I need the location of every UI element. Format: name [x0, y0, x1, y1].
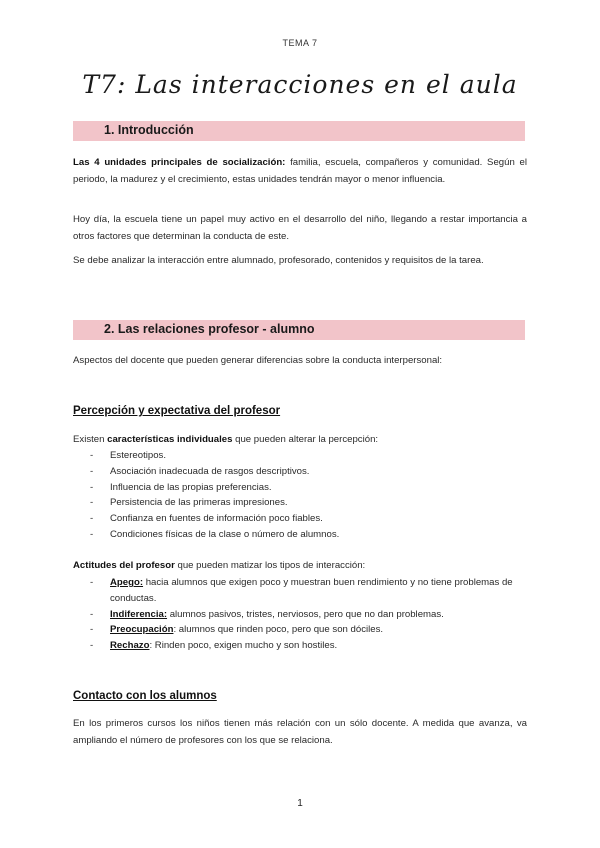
attitude-description: hacia alumnos que exigen poco y muestran buen rendimiento y no tiene problemas de conductas.: [110, 577, 513, 604]
list-item: [73, 575, 527, 607]
intro-paragraph-2: Hoy día, la escuela tiene un papel muy activo en el desarrollo del niño, llegando a restar importancia a otros factores que determinan la conducta de este.: [73, 214, 527, 242]
intro-paragraph-1: [73, 155, 527, 188]
characteristics-pre: Existen: [73, 434, 108, 445]
attitudes-list: [73, 575, 527, 654]
page-number: 1: [297, 798, 303, 809]
list-item: - Persistencia de las primeras impresiones.: [73, 495, 527, 511]
attitudes-rest: que pueden matizar los tipos de interacción:: [174, 560, 366, 571]
list-item: [73, 638, 527, 654]
list-item: [73, 622, 527, 638]
attitude-description: alumnos pasivos, tristes, nerviosos, pero que no dan problemas.: [167, 608, 444, 620]
relations-intro-paragraph: Aspectos del docente que pueden generar diferencias sobre la conducta interpersonal:: [73, 355, 443, 366]
list-item: - Estereotipos.: [73, 448, 527, 464]
subheading-contacto: Contacto con los alumnos: [73, 690, 217, 702]
attitude-term: Apego:: [110, 577, 144, 588]
section-heading-label: 1. Introducción: [104, 123, 194, 137]
characteristics-list: [73, 448, 527, 543]
list-item: [73, 607, 527, 623]
page-header: TEMA 7: [282, 38, 318, 48]
characteristics-intro: [73, 432, 527, 449]
socialization-units-text: familia, escuela, compañeros y comunidad. Según el periodo, la madurez y el crecimiento, estas unidades tendrán mayor o menor influencia.: [73, 157, 527, 185]
characteristics-bold: características individuales: [107, 434, 233, 445]
subheading-percepcion: Percepción y expectativa del profesor: [73, 405, 281, 417]
attitude-term: Indiferencia:: [110, 608, 168, 620]
section-heading-label: 2. Las relaciones profesor - alumno: [104, 322, 315, 336]
characteristics-post: que pueden alterar la percepción:: [232, 434, 379, 445]
attitude-description: : alumnos que rinden poco, pero que son dóciles.: [173, 624, 384, 636]
list-item: - Asociación inadecuada de rasgos descriptivos.: [73, 464, 527, 480]
attitude-term: Preocupación: [110, 624, 174, 636]
attitude-description: : Rinden poco, exigen mucho y son hostiles.: [149, 640, 338, 652]
attitudes-intro: [73, 558, 527, 575]
contact-paragraph: En los primeros cursos los niños tienen más relación con un sólo docente. A medida que avanza, va ampliando el número de profesores con los que se relaciona.: [73, 718, 527, 746]
section-heading-introduccion: [73, 121, 525, 141]
list-item: - Confianza en fuentes de información poco fiables.: [73, 511, 527, 527]
page-title: T7: Las interacciones en el aula: [82, 70, 518, 99]
attitude-term: Rechazo: [110, 640, 150, 652]
intro-paragraph-3: Se debe analizar la interacción entre alumnado, profesorado, contenidos y requisitos de la tarea.: [73, 255, 484, 266]
socialization-units-label: Las 4 unidades principales de socialización:: [73, 157, 286, 168]
list-item: - Condiciones físicas de la clase o número de alumnos.: [73, 527, 527, 543]
section-heading-relaciones: [73, 320, 525, 340]
list-item: - Influencia de las propias preferencias.: [73, 480, 527, 496]
attitudes-bold: Actitudes del profesor: [73, 560, 175, 571]
